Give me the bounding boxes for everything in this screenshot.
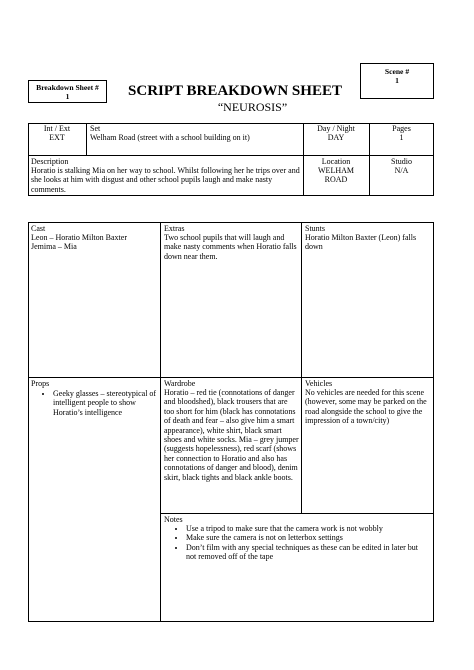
notes-list [164,524,430,562]
info-col-divider-1 [86,123,87,155]
location-label: Location [321,157,351,166]
breakdown-row-divider-1 [28,377,434,378]
scene-number: 1 [395,76,399,85]
description-value: Horatio is stalking Mia on her way to school. Whilst following her he trips over and she looks at him with disgust and other school pupils laugh and make nasty comments. [31,166,300,194]
stunts-label: Stunts [305,224,326,233]
breakdown-col-divider-1 [160,222,161,622]
int-ext-label: Int / Ext [43,124,71,133]
breakdown-sheet-number: 1 [65,92,70,101]
int-ext-value: EXT [49,133,65,142]
cast-label: Cast [31,224,46,233]
breakdown-sheet-label: Breakdown Sheet # [36,83,99,92]
stunts-value: Horatio Milton Baxter (Leon) falls down [305,233,417,252]
page-subtitle: “NEUROSIS” [217,100,288,114]
set-label: Set [90,124,101,133]
cast-line-2: Jemima – Mia [31,242,77,251]
cast-line-1: Leon – Horatio Milton Baxter [31,233,127,242]
studio-value: N/A [394,166,409,175]
description-label: Description [31,157,69,166]
extras-label: Extras [164,224,185,233]
extras-value: Two school pupils that will laugh and make nasty comments when Horatio falls down near them. [164,233,297,261]
day-night-value: DAY [327,133,345,142]
notes-item: • Make sure the camera is not on letterbox settings [186,533,430,542]
breakdown-row-divider-2 [160,513,434,514]
notes-item: • Use a tripod to make sure that the camera work is not wobbly [186,524,430,533]
info-row-divider [28,155,434,156]
props-label: Props [31,379,50,388]
pages-label: Pages [392,124,411,133]
props-item: • Geeky glasses – stereotypical of intelligent people to show Horatio’s intelligence [53,389,157,417]
set-value: Welham Road (street with a school building on it) [90,133,250,142]
breakdown-col-divider-2 [301,222,302,513]
scene-label: Scene # [384,67,410,76]
studio-label: Studio [391,157,412,166]
page-title: SCRIPT BREAKDOWN SHEET [128,83,342,99]
notes-label: Notes [164,515,183,524]
location-line-2: ROAD [324,175,348,184]
breakdown-sheet-box [28,80,107,103]
vehicles-label: Vehicles [305,379,333,388]
props-list [31,389,157,417]
location-line-1: WELHAM [318,166,354,175]
pages-value: 1 [399,133,404,142]
vehicles-value: No vehicles are needed for this scene (however, some may be parked on the road alongside the school to give the impression of a town/city) [305,388,427,426]
day-night-label: Day / Night [317,124,355,133]
notes-item: • Don’t film with any special techniques as these can be edited in later but not removed off of the tape [186,543,430,562]
wardrobe-label: Wardrobe [164,379,196,388]
scene-box [360,63,434,99]
wardrobe-value: Horatio – red tie (connotations of danger and bloodshed), black trousers that are too short for him (black has connotations of death and fear – also give him a smart appearance), white shirt, black smart shoes and white socks. Mia – grey jumper (suggests hopelessness), red scarf (shows her connection to Horatio and also has connotations of danger and blood), denim skirt, black tights and black ankle boots. [164,388,299,482]
